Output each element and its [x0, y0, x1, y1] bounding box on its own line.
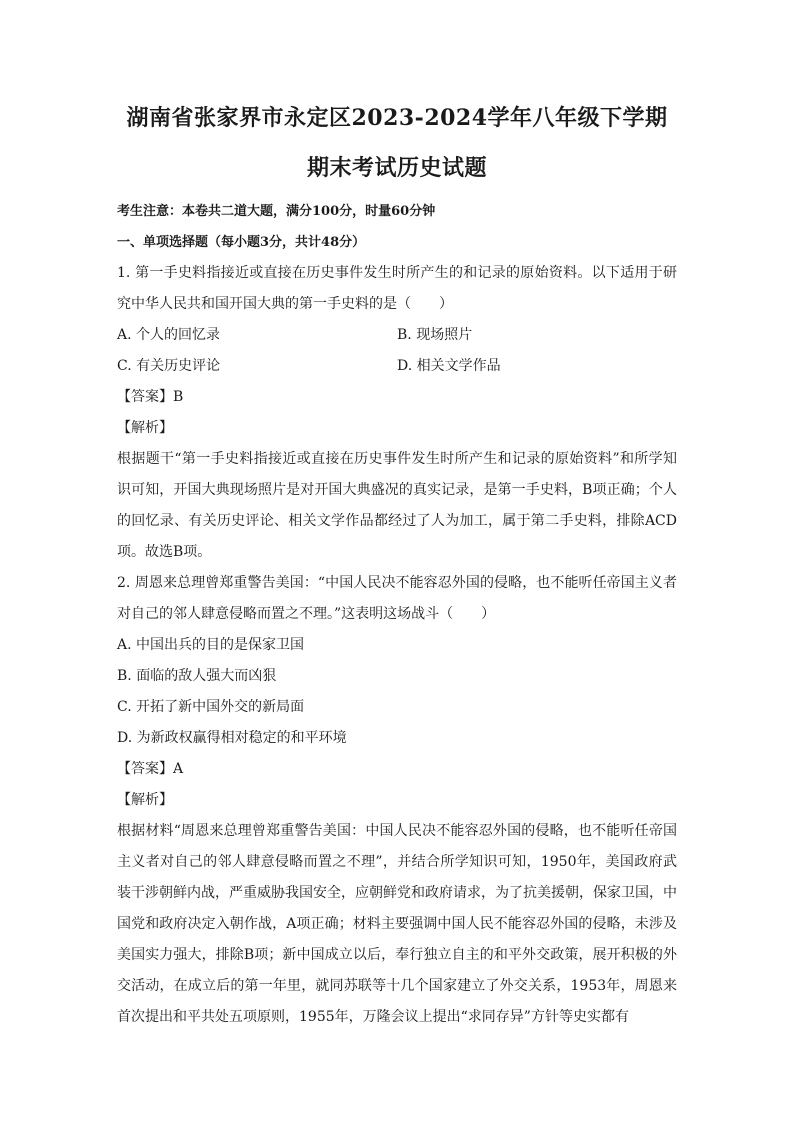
question-1-analysis: 根据题干“第一手史料指接近或直接在历史事件发生时所产生和记录的原始资料”和所学知识可知，开国大典现场照片是对开国大典盛况的真实记录，是第一手史料，B项正确；个人的回忆录、有关历史评论、相关文学作品都经过了人为加工，属于第二手史料，排除ACD项。故选B项。	[117, 451, 677, 560]
section-heading: 一、单项选择题（每小题3分，共计48分）	[117, 235, 366, 250]
question-2-option-b: B. 面临的敌人强大而凶狠	[117, 668, 277, 684]
question-1-stem: 1. 第一手史料指接近或直接在历史事件发生时所产生的和记录的原始资料。以下适用于研究中华人民共和国开国大典的第一手史料的是（ ）	[117, 265, 677, 312]
exam-page	[117, 98, 677, 1033]
question-2-analysis: 根据材料“周恩来总理曾郑重警告美国：中国人民决不能容忍外国的侵略，也不能听任帝国主义者对自己的邻人肆意侵略而置之不理”，并结合所学知识可知，1950年，美国政府武装干涉朝鲜内战，严重威胁我国安全，应朝鲜党和政府请求，为了抗美援朝，保家卫国，中国党和政府决定入朝作战，A项正确；材料主要强调中国人民不能容忍外国的侵略，未涉及美国实力强大，排除B项；新中国成立以后，奉行独立自主的和平外交政策，展开积极的外交活动，在成立后的第一年里，就同苏联等十几个国家建立了外交关系，1953年，周恩来首次提出和平共处五项原则，1955年，万隆会议上提出“求同存异”方针等史实都有	[117, 823, 677, 1025]
exam-notice: 考生注意：本卷共二道大题，满分100分，时量60分钟	[117, 204, 436, 219]
question-2-option-a: A. 中国出兵的目的是保家卫国	[117, 637, 305, 653]
question-1-options-row-2	[117, 351, 677, 382]
question-1-answer: 【答案】B	[117, 389, 184, 405]
exam-title-line1: 湖南省张家界市永定区2023-2024学年八年级下学期	[126, 105, 668, 131]
question-1-option-d: D. 相关文学作品	[397, 358, 501, 374]
question-1-option-b: B. 现场照片	[397, 327, 473, 343]
question-1-option-c: C. 有关历史评论	[117, 358, 221, 374]
question-2-analysis-label: 【解析】	[117, 792, 173, 808]
question-1-options-row-1	[117, 320, 677, 351]
question-2-option-d: D. 为新政权赢得相对稳定的和平环境	[117, 730, 347, 746]
question-2-answer: 【答案】A	[117, 761, 184, 777]
question-2-stem: 2. 周恩来总理曾郑重警告美国：“中国人民决不能容忍外国的侵略，也不能听任帝国主义者对自己的邻人肆意侵略而置之不理。”这表明这场战斗（ ）	[117, 575, 677, 622]
question-2-option-c: C. 开拓了新中国外交的新局面	[117, 699, 305, 715]
exam-title-line2: 期末考试历史试题	[306, 155, 487, 181]
question-1-option-a: A. 个人的回忆录	[117, 327, 221, 343]
question-1-analysis-label: 【解析】	[117, 420, 173, 436]
